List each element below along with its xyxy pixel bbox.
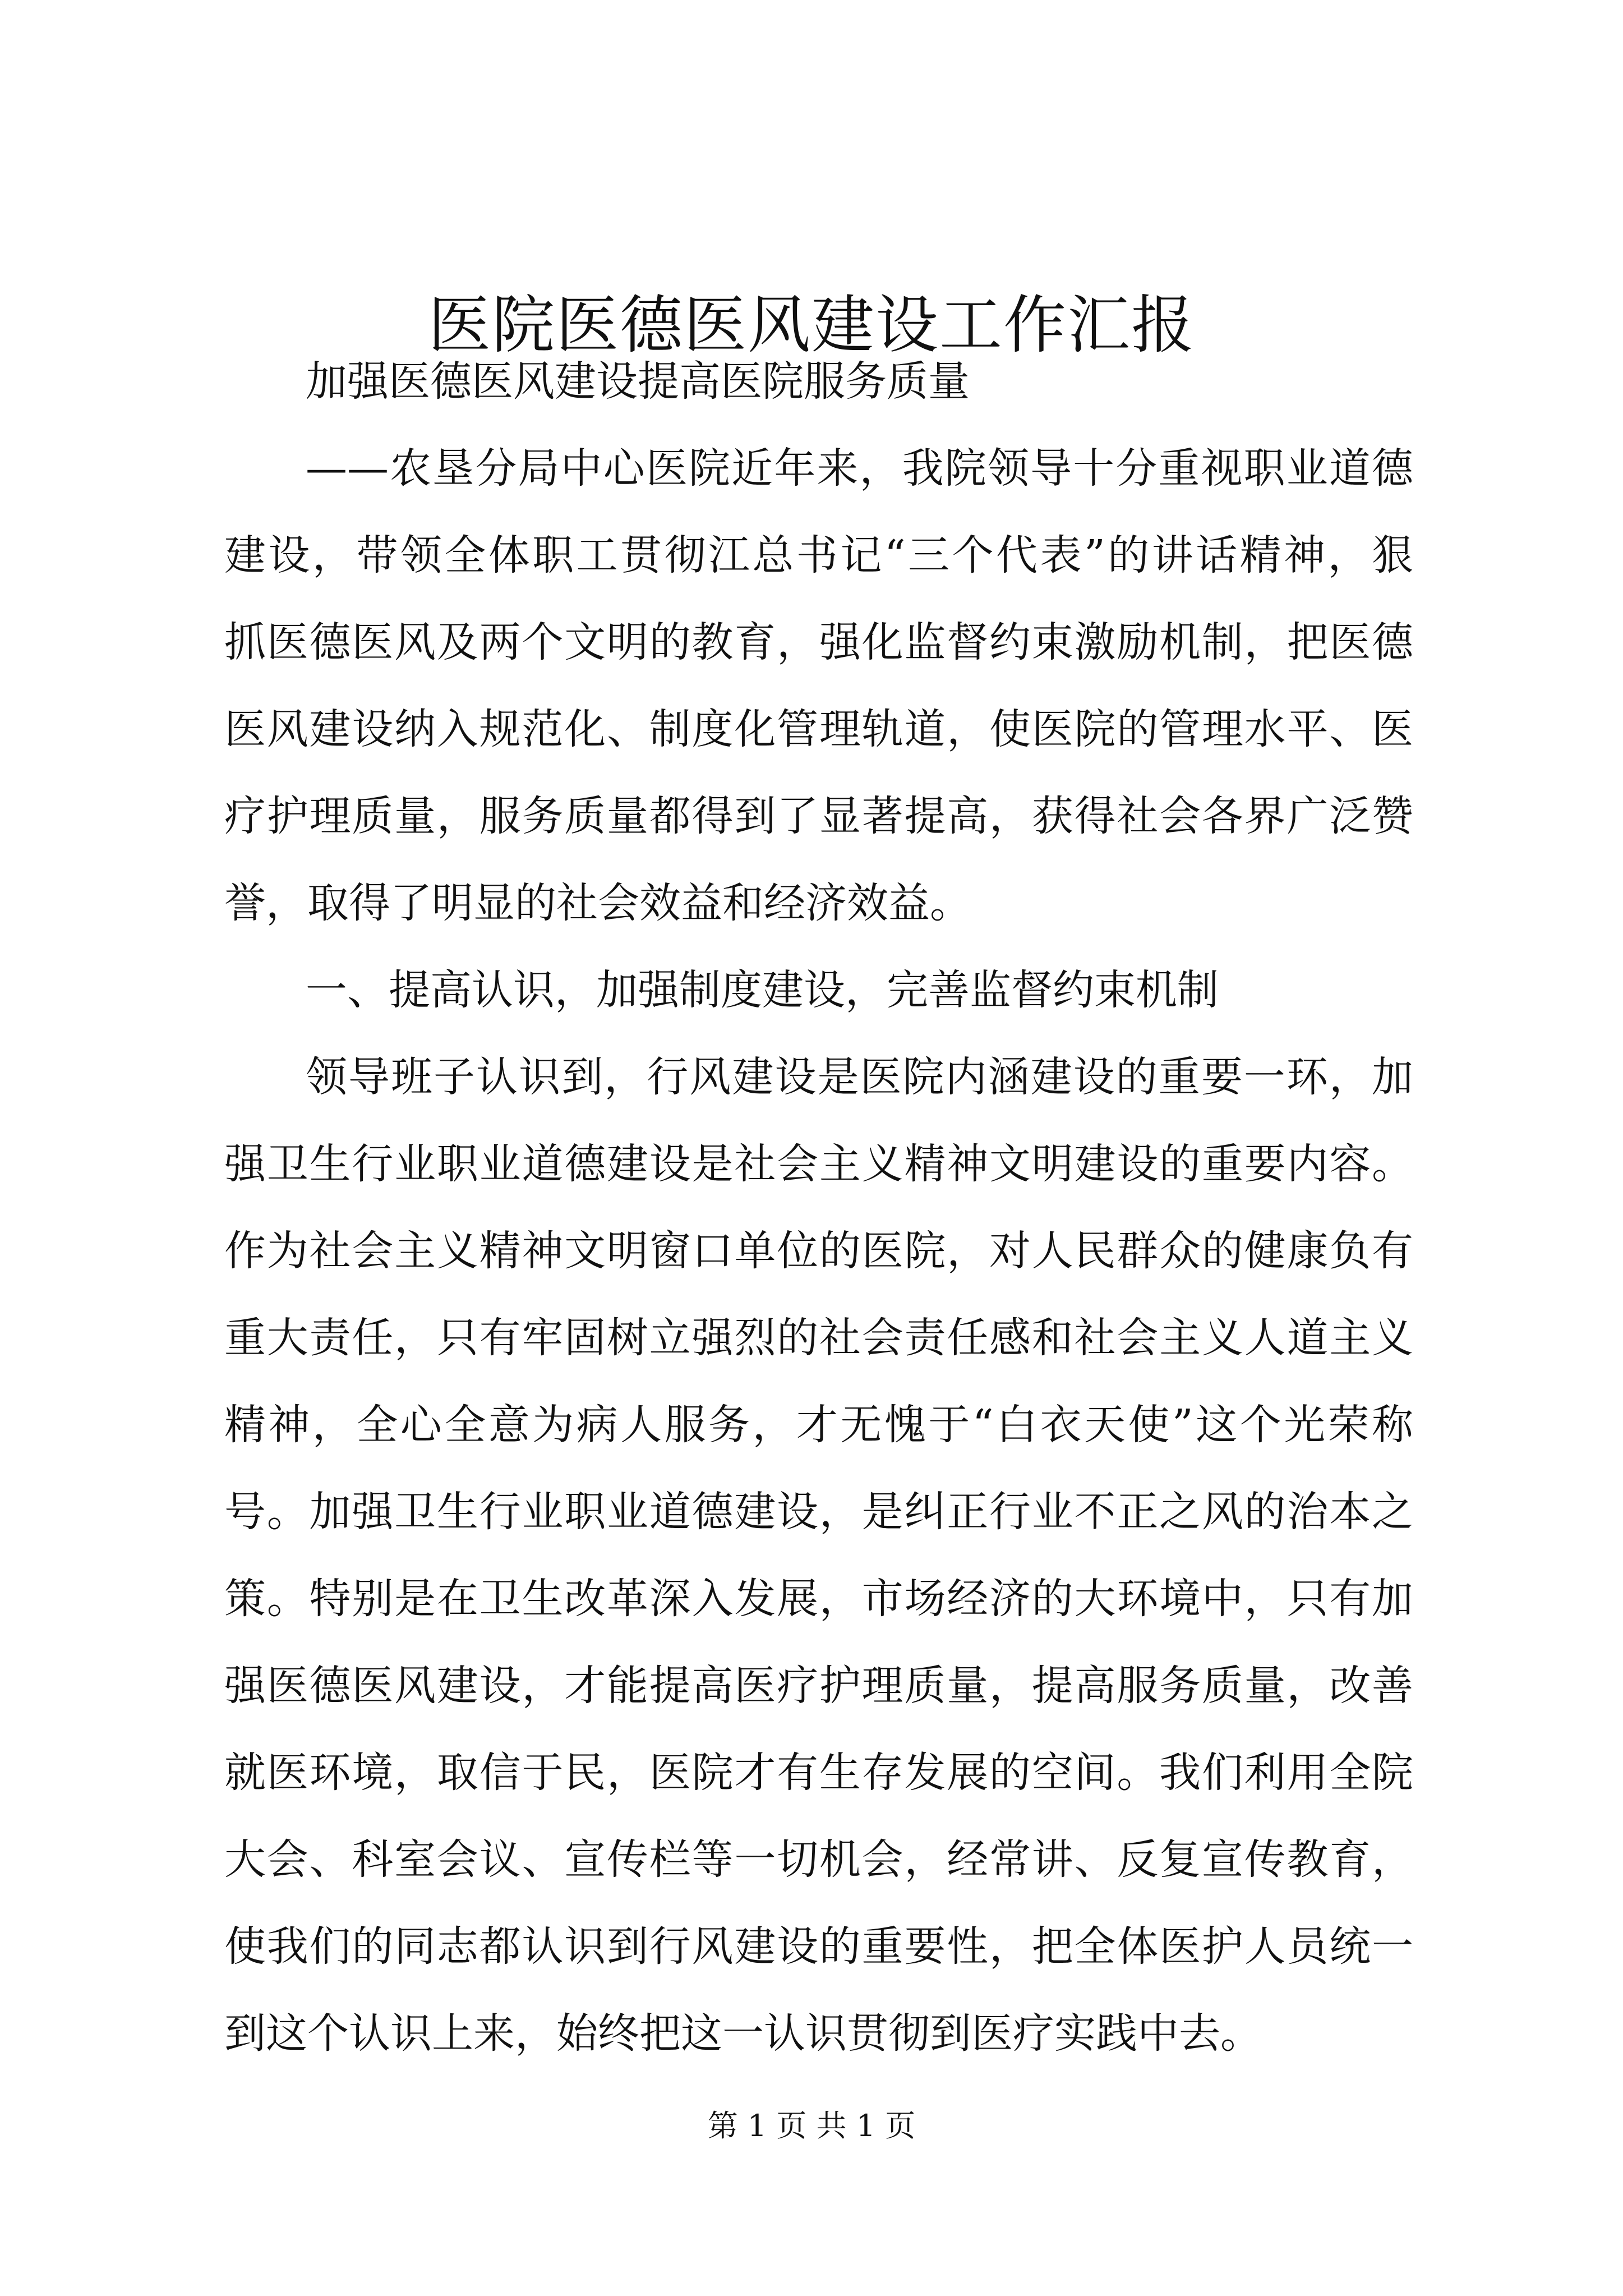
body-line: 疗护理质量，服务质量都得到了显著提高，获得社会各界广泛赞	[224, 792, 1413, 840]
body-line: 医风建设纳入规范化、制度化管理轨道，使医院的管理水平、医	[224, 705, 1413, 753]
body-line: 强医德医风建设，才能提高医疗护理质量，提高服务质量，改善	[224, 1662, 1413, 1710]
body-line: 大会、科室会议、宣传栏等一切机会，经常讲、反复宣传教育，	[224, 1835, 1413, 1884]
body-line: 重大责任，只有牢固树立强烈的社会责任感和社会主义人道主义	[224, 1314, 1413, 1362]
page-footer: 第 1 页 共 1 页	[707, 2108, 916, 2143]
body-line: 作为社会主义精神文明窗口单位的医院，对人民群众的健康负有	[224, 1227, 1413, 1275]
body-line: 精神，全心全意为病人服务，才无愧于“白衣天使”这个光荣称	[224, 1401, 1413, 1449]
body-line: 策。特别是在卫生改革深入发展，市场经济的大环境中，只有加	[224, 1575, 1413, 1623]
body-line: ——农垦分局中心医院近年来，我院领导十分重视职业道德	[306, 444, 1413, 493]
body-line: 誉，取得了明显的社会效益和经济效益。	[224, 879, 971, 927]
body-line: 使我们的同志都认识到行风建设的重要性，把全体医护人员统一	[224, 1922, 1413, 1971]
body-line: 抓医德医风及两个文明的教育，强化监督约束激励机制，把医德	[224, 618, 1413, 666]
body-line: 就医环境，取信于民，医院才有生存发展的空间。我们利用全院	[224, 1749, 1413, 1797]
body-line: 号。加强卫生行业职业道德建设，是纠正行业不正之风的治本之	[224, 1488, 1413, 1536]
body-line: 强卫生行业职业道德建设是社会主义精神文明建设的重要内容。	[224, 1140, 1413, 1188]
document-title: 医院医德医风建设工作汇报	[428, 289, 1195, 362]
subtitle-line: 加强医德医风建设提高医院服务质量	[306, 357, 970, 406]
body-line: 到这个认识上来，始终把这一认识贯彻到医疗实践中去。	[224, 2009, 1262, 2058]
body-line: 领导班子认识到，行风建设是医院内涵建设的重要一环，加	[306, 1053, 1413, 1101]
body-line: 建设，带领全体职工贯彻江总书记“三个代表”的讲话精神，狠	[224, 531, 1413, 579]
section-heading: 一、提高认识，加强制度建设，完善监督约束机制	[306, 966, 1219, 1014]
